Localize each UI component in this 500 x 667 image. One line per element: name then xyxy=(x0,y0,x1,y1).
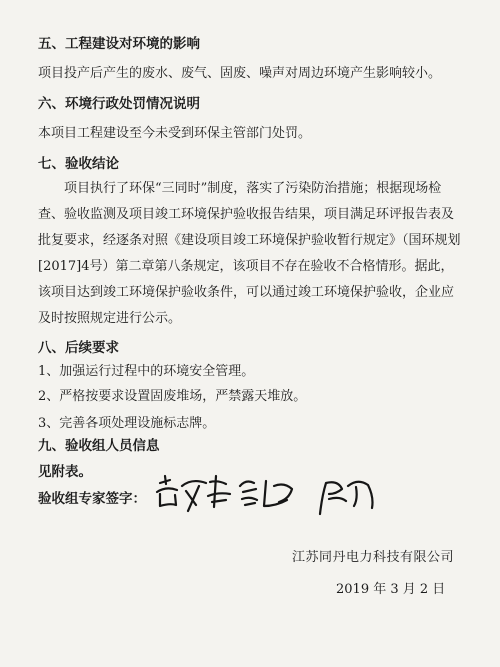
section-5-title: 五、工程建设对环境的影响 xyxy=(38,36,200,52)
section-8-title: 八、后续要求 xyxy=(38,340,119,356)
section-9-text: 见附表。 xyxy=(38,464,92,480)
section-6-text: 本项目工程建设至今未受到环保主管部门处罚。 xyxy=(38,126,312,141)
section-7-title: 七、验收结论 xyxy=(38,156,119,172)
signature-2 xyxy=(240,481,292,506)
section-5-text: 项目投产后产生的废水、废气、固废、噪声对周边环境产生影响较小。 xyxy=(38,66,442,81)
requirement-item-3: 3、完善各项处理设施标志牌。 xyxy=(38,416,216,431)
requirement-item-1: 1、加强运行过程中的环境安全管理。 xyxy=(38,364,255,379)
section-6-title: 六、环境行政处罚情况说明 xyxy=(38,96,200,112)
company-name: 江苏同丹电力科技有限公司 xyxy=(292,550,455,565)
section-7-paragraph: 项目执行了环保“三同时”制度，落实了污染防治措施；根据现场检查、验收监测及项目竣工环境保护验收报告结果，项目满足环评报告表及批复要求，经逐条对照《建设项目竣工环境保护验收暂行规定》（国环规划[2017]4号）第二章第八条规定，该项目不存在验收不合格情形。据此，该项目达到竣工环境保护验收条件，可以通过竣工环境保护验收，企业应及时按照规定进行公示。 xyxy=(38,181,461,326)
signature-1 xyxy=(157,476,230,511)
signature-3 xyxy=(320,482,373,514)
requirement-item-2: 2、严格按要求设置固废堆场，严禁露天堆放。 xyxy=(38,389,307,404)
signature-label: 验收组专家签字： xyxy=(38,491,146,507)
section-9-title: 九、验收组人员信息 xyxy=(38,438,160,454)
document-date: 2019 年 3 月 2 日 xyxy=(336,582,446,597)
